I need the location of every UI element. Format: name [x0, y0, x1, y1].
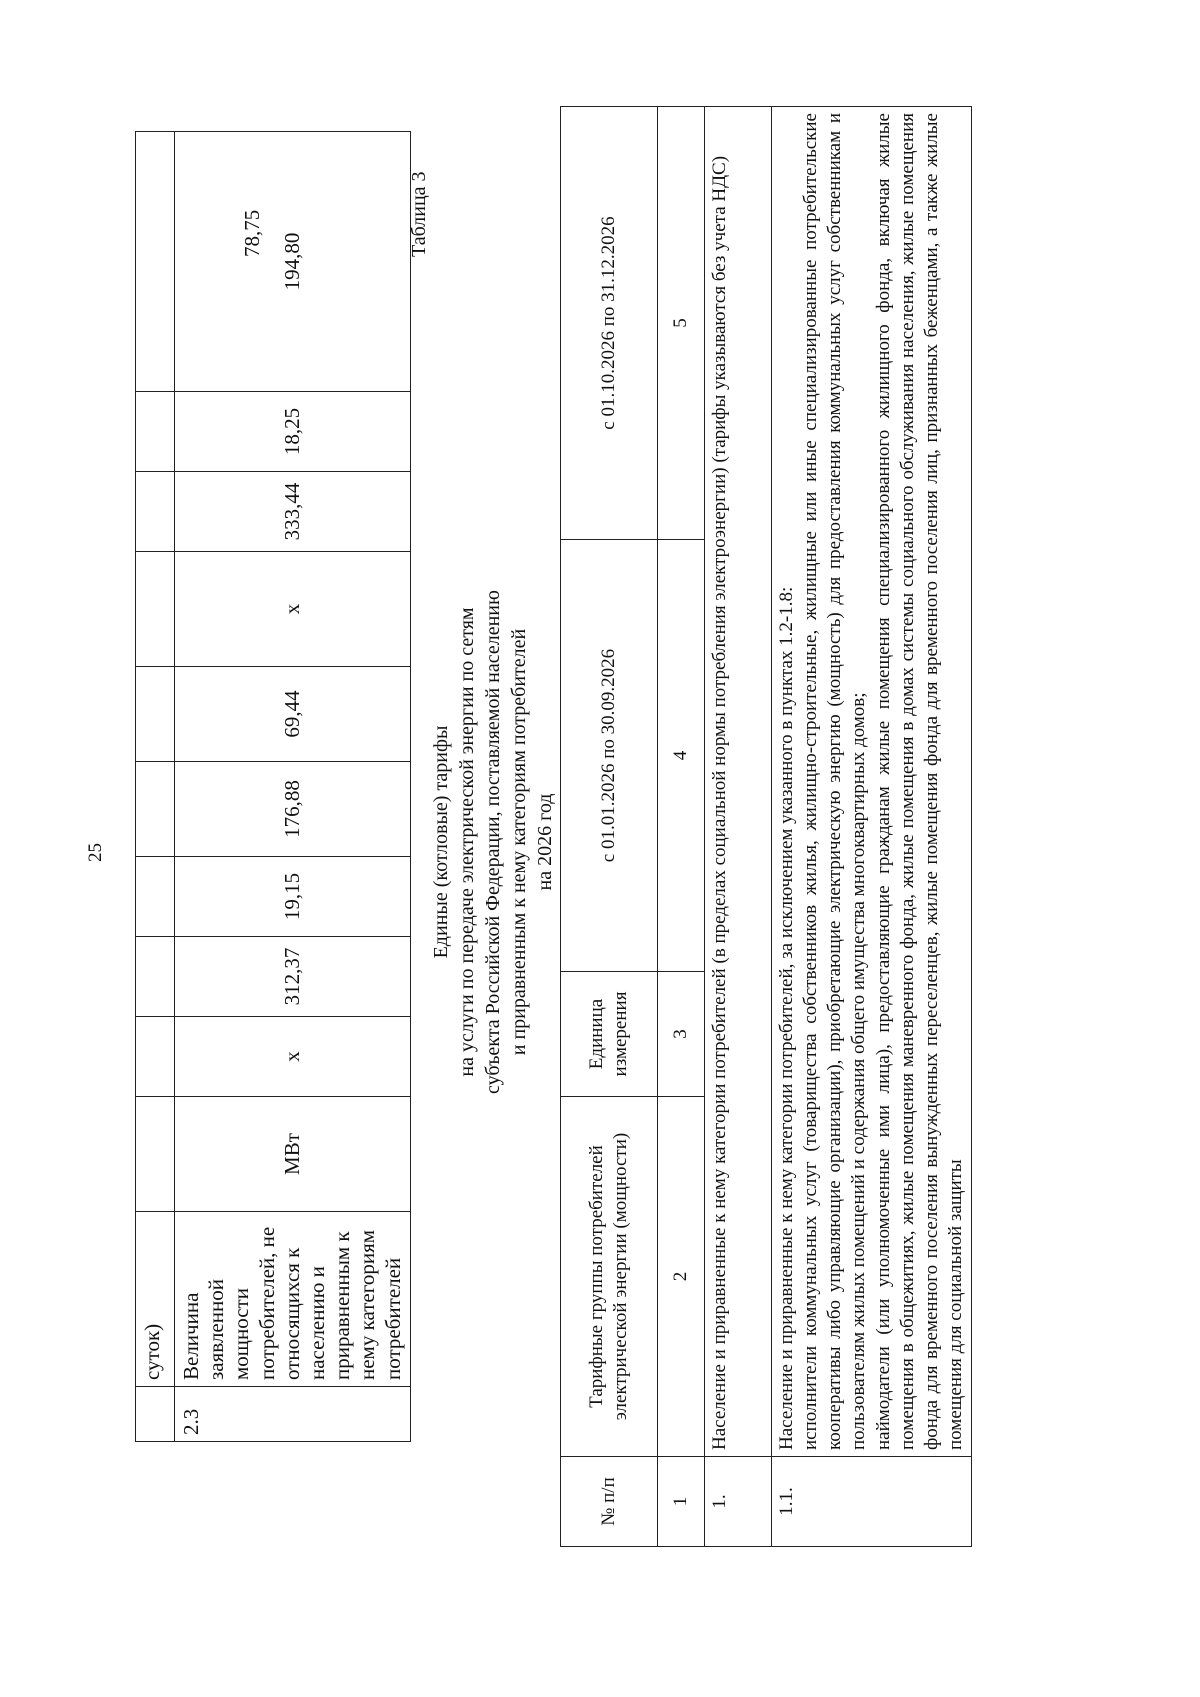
row-number: 1.1.: [772, 1457, 972, 1547]
table-cell: [136, 472, 175, 552]
index-cell: 3: [658, 972, 705, 1097]
document-title: [428, 447, 558, 1237]
table-cell: [136, 552, 175, 667]
table-row: [136, 132, 175, 1442]
value-cell: 19,15: [175, 857, 411, 937]
title-line: и приравненным к нему категориям потребителей: [508, 628, 530, 1056]
index-cell: 5: [658, 107, 705, 540]
table-cell: [136, 667, 175, 762]
header-cell: с 01.01.2026 по 30.09.2026: [561, 540, 658, 972]
title-line: на 2026 год: [534, 793, 556, 891]
table-cell: [136, 1387, 175, 1442]
table-row: [175, 132, 411, 1442]
paragraph: исполнители коммунальных услуг (товарищества собственников жилья, жилищно-строительные, жилищные или иные специализированные потребительские кооперативы либо управляющие организации), приобретающие электрическую энергию (мощность) для предоставления коммунальных услуг собственникам и пользователям жилых помещений и содержания общего имущества многоквартирных домов;: [800, 113, 870, 1450]
header-cell: № п/п: [561, 1457, 658, 1547]
value-cell: 333,44: [175, 472, 411, 552]
table-cell: [136, 132, 175, 392]
table-row: [772, 107, 972, 1547]
table-cell: [136, 937, 175, 1017]
index-cell: 1: [658, 1457, 705, 1547]
value-cell: 312,37: [175, 937, 411, 1017]
title-line: субъекта Российской Федерации, поставляемой населению: [482, 590, 504, 1094]
row-name: Величина заявленной мощности потребителей, не относящихся к населению и приравненным к нему категориям потребителей: [175, 1212, 411, 1387]
table-cell: [136, 392, 175, 472]
header-cell: Тарифные группы потребителей электрической энергии (мощности): [561, 1097, 658, 1457]
index-cell: 2: [658, 1097, 705, 1457]
value-cell-last: 78,75: [240, 209, 264, 257]
header-cell: Единица измерения: [561, 972, 658, 1097]
page-number: 25: [85, 843, 106, 862]
row-number: 1.: [705, 1457, 772, 1547]
value-cell: 18,25: [175, 392, 411, 472]
tariff-table: [560, 106, 972, 1547]
value-cell: 176,88: [175, 762, 411, 857]
row-text: [772, 107, 972, 1457]
index-cell: 4: [658, 540, 705, 972]
row-text: Население и приравненные к нему категории потребителей (в пределах социальной нормы потребления электроэнергии) (тарифы указываются без учета НДС): [705, 107, 772, 1457]
title-line: Единые (котловые) тарифы: [430, 725, 452, 959]
title-line: на услуги по передаче электрической энергии по сетям: [456, 607, 478, 1077]
table-cell: [136, 1017, 175, 1097]
table-row: [705, 107, 772, 1547]
value-cell: 69,44: [175, 667, 411, 762]
top-continuation-table: [135, 131, 411, 1442]
paragraph: наймодатели (или уполномоченные ими лица), предоставляющие гражданам жилые помещения специализированного жилищного фонда, включая жилые помещения в общежитиях, жилые помещения маневренного фонда, жилые помещения в домах системы социального обслуживания населения, жилые помещения фонда для временного поселения вынужденных переселенцев, жилые помещения фонда для временного поселения лиц, признанных беженцами, а также жилые помещения для социальной защиты: [872, 113, 966, 1450]
table-cell: [136, 857, 175, 937]
table-header-row: [561, 107, 658, 1547]
table-cell: суток): [136, 1212, 175, 1387]
unit-cell: МВт: [175, 1097, 411, 1212]
value-cell: х: [175, 552, 411, 667]
row-number: 2.3: [175, 1387, 411, 1442]
table-cell: [136, 762, 175, 857]
table-index-row: [658, 107, 705, 1547]
header-cell: с 01.10.2026 по 31.12.2026: [561, 107, 658, 540]
table-label: Таблица 3: [408, 171, 430, 257]
value-cell: 194,80: [175, 132, 411, 392]
table-cell: [136, 1097, 175, 1212]
paragraph: Население и приравненные к нему категории потребителей, за исключением указанного в пунктах 1.2-1.8:: [776, 586, 797, 1450]
value-cell: х: [175, 1017, 411, 1097]
